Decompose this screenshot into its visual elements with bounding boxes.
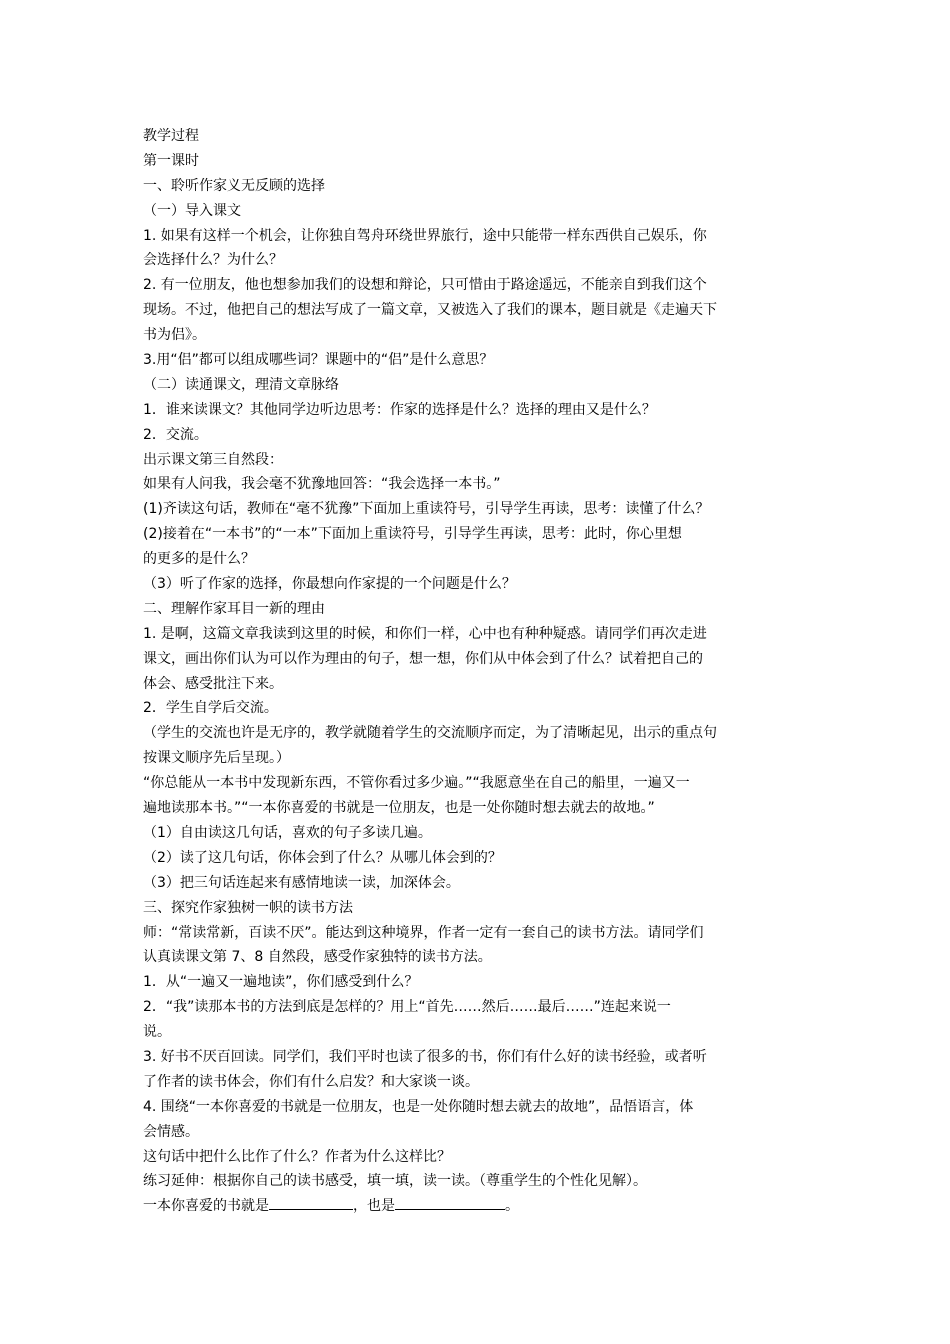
text-line: （一）导入课文 xyxy=(143,202,241,219)
fill-in-text-1: 一本你喜爱的书就是 xyxy=(143,1198,269,1215)
text-line: （1）自由读这几句话，喜欢的句子多读几遍。 xyxy=(143,824,432,841)
text-line: 三、探究作家独树一帜的读书方法 xyxy=(143,899,353,916)
fill-in-line xyxy=(143,1194,813,1219)
text-line: 1. 是啊，这篇文章我读到这里的时候，和你们一样，心中也有种种疑惑。请同学们再次走进 xyxy=(143,625,707,642)
text-line: 1．从“一遍又一遍地读”，你们感受到什么？ xyxy=(143,974,419,991)
text-line: 教学过程 xyxy=(143,128,199,144)
text-line: 1．谁来读课文？其他同学边听边思考：作家的选择是什么？选择的理由又是什么？ xyxy=(143,401,656,418)
text-line: （3）听了作家的选择，你最想向作家提的一个问题是什么？ xyxy=(143,576,516,593)
text-line: 的更多的是什么？ xyxy=(143,551,255,568)
text-line: 会选择什么？为什么？ xyxy=(143,252,283,269)
text-line: 按课文顺序先后呈现。） xyxy=(143,750,290,767)
text-line: 这句话中把什么比作了什么？作者为什么这样比？ xyxy=(143,1148,451,1165)
text-line: 2．“我”读那本书的方法到底是怎样的？用上“首先……然后……最后……”连起来说一 xyxy=(143,999,671,1016)
text-line: 遍地读那本书。”“一本你喜爱的书就是一位朋友，也是一处你随时想去就去的故地。” xyxy=(143,800,655,817)
text-line: 说。 xyxy=(143,1024,171,1041)
paragraph-lines xyxy=(143,124,813,1194)
text-line: 一、聆听作家义无反顾的选择 xyxy=(143,177,325,194)
text-line: 体会、感受批注下来。 xyxy=(143,675,283,692)
fill-in-text-2: ，也是 xyxy=(353,1198,395,1215)
text-line: 现场。不过，他把自己的想法写成了一篇文章，又被选入了我们的课本，题目就是《走遍天下 xyxy=(143,302,717,319)
text-line: 课文，画出你们认为可以作为理由的句子，想一想，你们从中体会到了什么？试着把自己的 xyxy=(143,650,703,667)
text-line: 练习延伸：根据你自己的读书感受，填一填，读一读。（尊重学生的个性化见解）。 xyxy=(143,1173,647,1190)
text-line: 书为侣》。 xyxy=(143,327,206,344)
fill-in-text-3: 。 xyxy=(505,1198,519,1215)
fill-in-blank-2[interactable] xyxy=(395,1194,505,1210)
text-line: 第一课时 xyxy=(143,152,199,169)
text-line: 如果有人问我，我会毫不犹豫地回答：“我会选择一本书。” xyxy=(143,476,501,493)
text-line: 师：“常读常新，百读不厌”。能达到这种境界，作者一定有一套自己的读书方法。请同学们 xyxy=(143,924,704,941)
text-line: 认真读课文第 7、8 自然段，感受作家独特的读书方法。 xyxy=(143,949,492,966)
text-line: (2)接着在“一本书”的“一本”下面加上重读符号，引导学生再读，思考：此时，你心里想 xyxy=(143,526,682,543)
text-line: 3. 好书不厌百回读。同学们，我们平时也读了很多的书，你们有什么好的读书经验，或者听 xyxy=(143,1048,707,1065)
text-line: 1. 如果有这样一个机会，让你独自驾舟环绕世界旅行，途中只能带一样东西供自己娱乐，你 xyxy=(143,227,707,244)
text-line: 会情感。 xyxy=(143,1123,199,1140)
text-line: “你总能从一本书中发现新东西，不管你看过多少遍。”“我愿意坐在自己的船里，一遍又一 xyxy=(143,775,690,792)
document-body xyxy=(143,124,813,1219)
text-line: （3）把三句话连起来有感情地读一读，加深体会。 xyxy=(143,874,460,891)
text-line: （二）读通课文，理清文章脉络 xyxy=(143,376,339,393)
text-line: 2．交流。 xyxy=(143,426,208,443)
text-line: （学生的交流也许是无序的，教学就随着学生的交流顺序而定，为了清晰起见，出示的重点句 xyxy=(143,725,717,742)
text-line: 2. 有一位朋友，他也想参加我们的设想和辩论，只可惜由于路途遥远，不能亲自到我们这个 xyxy=(143,277,707,294)
text-line: 4. 围绕“一本你喜爱的书就是一位朋友，也是一处你随时想去就去的故地”，品悟语言，体 xyxy=(143,1098,694,1115)
fill-in-blank-1[interactable] xyxy=(269,1194,353,1210)
text-line: 二、理解作家耳目一新的理由 xyxy=(143,600,325,617)
text-line: 出示课文第三自然段： xyxy=(143,451,283,468)
text-line: (1)齐读这句话，教师在“毫不犹豫”下面加上重读符号，引导学生再读，思考：读懂了什么？ xyxy=(143,501,710,518)
text-line: 3.用“侣”都可以组成哪些词？课题中的“侣”是什么意思？ xyxy=(143,352,494,369)
text-line: （2）读了这几句话，你体会到了什么？从哪儿体会到的？ xyxy=(143,849,502,866)
text-line: 2．学生自学后交流。 xyxy=(143,700,278,717)
text-line: 了作者的读书体会，你们有什么启发？和大家谈一谈。 xyxy=(143,1073,479,1090)
